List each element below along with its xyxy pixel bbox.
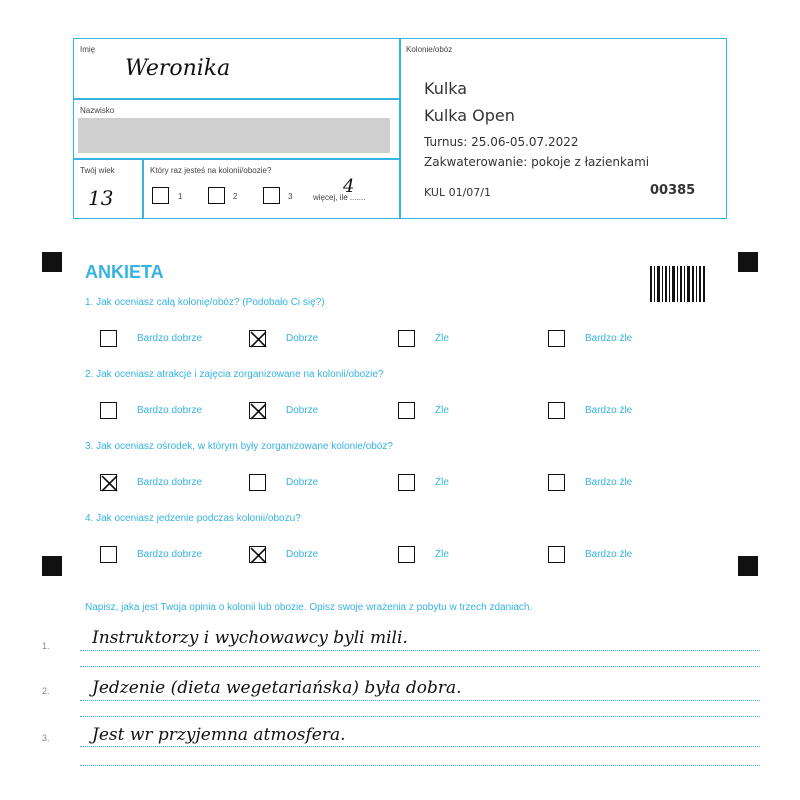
- line-number: 1.: [42, 641, 50, 651]
- answer-checkbox[interactable]: [398, 474, 415, 491]
- visit-2-checkbox[interactable]: [208, 187, 225, 204]
- writing-line: [80, 650, 760, 651]
- answer-option-label: Dobrze: [286, 549, 319, 560]
- header-divider-2: [73, 158, 400, 160]
- registration-marker: [738, 556, 758, 576]
- survey-title: ANKIETA: [85, 262, 164, 282]
- answer-option-label: Dobrze: [286, 477, 319, 488]
- opinion-line-2[interactable]: Jedzenie (dieta wegetariańska) była dobra.: [92, 678, 462, 698]
- writing-line: [80, 765, 760, 766]
- question-text: 2. Jak oceniasz atrakcje i zajęcia zorganizowane na kolonii/obozie?: [85, 369, 384, 380]
- visit-2-label: 2: [233, 192, 238, 201]
- answer-checkbox-checked[interactable]: [249, 402, 266, 419]
- imie-value: Weronika: [125, 56, 231, 81]
- header-divider-1: [73, 98, 400, 100]
- zakwaterowanie: Zakwaterowanie: pokoje z łazienkami: [424, 155, 650, 169]
- writing-line: [80, 716, 760, 717]
- answer-option-label: Bardzo źle: [585, 405, 633, 416]
- question-text: 4. Jak oceniasz jedzenie podczas kolonii/obozu?: [85, 513, 301, 524]
- camp-name-1: Kulka: [424, 79, 468, 98]
- wiek-value: 13: [88, 186, 114, 210]
- answer-checkbox-checked[interactable]: [100, 474, 117, 491]
- answer-option-label: Bardzo dobrze: [137, 549, 203, 560]
- opinion-prompt: Napisz, jaka jest Twoja opinia o kolonii lub obozie. Opisz swoje wrażenia z pobytu w trzech zdaniach.: [85, 602, 533, 613]
- opinion-line-3[interactable]: Jest wr przyjemna atmosfera.: [92, 725, 346, 745]
- answer-option-label: Dobrze: [286, 333, 319, 344]
- writing-line: [80, 746, 760, 747]
- answer-option-label: Bardzo źle: [585, 333, 633, 344]
- visit-3-checkbox[interactable]: [263, 187, 280, 204]
- visit-3-label: 3: [288, 192, 293, 201]
- camp-name-2: Kulka Open: [424, 106, 515, 125]
- answer-checkbox-checked[interactable]: [249, 546, 266, 563]
- answer-checkbox[interactable]: [548, 474, 565, 491]
- question-text: 3. Jak oceniasz ośrodek, w którym były zorganizowane kolonie/obóz?: [85, 441, 393, 452]
- answer-option-label: Źle: [435, 405, 449, 416]
- question-text: 1. Jak oceniasz całą kolonię/obóz? (Podobało Ci się?): [85, 297, 325, 308]
- answer-checkbox[interactable]: [548, 330, 565, 347]
- turnus: Turnus: 25.06-05.07.2022: [424, 135, 579, 149]
- answer-option-label: Bardzo źle: [585, 477, 633, 488]
- line-number: 3.: [42, 733, 50, 743]
- registration-marker: [738, 252, 758, 272]
- barcode: [650, 266, 705, 302]
- answer-option-label: Bardzo dobrze: [137, 477, 203, 488]
- wiecej-label: więcej, ile .......: [313, 193, 366, 202]
- answer-option-label: Dobrze: [286, 405, 319, 416]
- visit-1-checkbox[interactable]: [152, 187, 169, 204]
- imie-label: Imię: [80, 45, 96, 54]
- age-divider: [142, 158, 144, 219]
- nazwisko-redacted: [78, 118, 390, 153]
- answer-option-label: Źle: [435, 477, 449, 488]
- answer-checkbox[interactable]: [548, 546, 565, 563]
- answer-checkbox[interactable]: [548, 402, 565, 419]
- answer-option-label: Bardzo dobrze: [137, 333, 203, 344]
- form-number: 00385: [650, 183, 696, 198]
- code: KUL 01/07/1: [424, 186, 491, 199]
- registration-marker: [42, 252, 62, 272]
- answer-option-label: Bardzo dobrze: [137, 405, 203, 416]
- answer-checkbox[interactable]: [100, 330, 117, 347]
- writing-line: [80, 666, 760, 667]
- answer-checkbox[interactable]: [398, 546, 415, 563]
- answer-option-label: Źle: [435, 333, 449, 344]
- answer-checkbox-checked[interactable]: [249, 330, 266, 347]
- kolonie-label: Kolonie/obóz: [406, 45, 453, 54]
- answer-option-label: Źle: [435, 549, 449, 560]
- opinion-line-1[interactable]: Instruktorzy i wychowawcy byli mili.: [92, 628, 408, 648]
- writing-line: [80, 700, 760, 701]
- registration-marker: [42, 556, 62, 576]
- wiek-label: Twój wiek: [80, 166, 115, 175]
- answer-checkbox[interactable]: [100, 402, 117, 419]
- answer-checkbox[interactable]: [398, 402, 415, 419]
- nazwisko-label: Nazwisko: [80, 106, 115, 115]
- ktory-raz-label: Który raz jesteś na kolonii/obozie?: [150, 166, 272, 175]
- answer-checkbox[interactable]: [398, 330, 415, 347]
- answer-checkbox[interactable]: [249, 474, 266, 491]
- visit-1-label: 1: [178, 192, 183, 201]
- header-vertical-divider: [399, 38, 401, 219]
- answer-option-label: Bardzo źle: [585, 549, 633, 560]
- answer-checkbox[interactable]: [100, 546, 117, 563]
- line-number: 2.: [42, 686, 50, 696]
- wiecej-value: 4: [343, 176, 355, 197]
